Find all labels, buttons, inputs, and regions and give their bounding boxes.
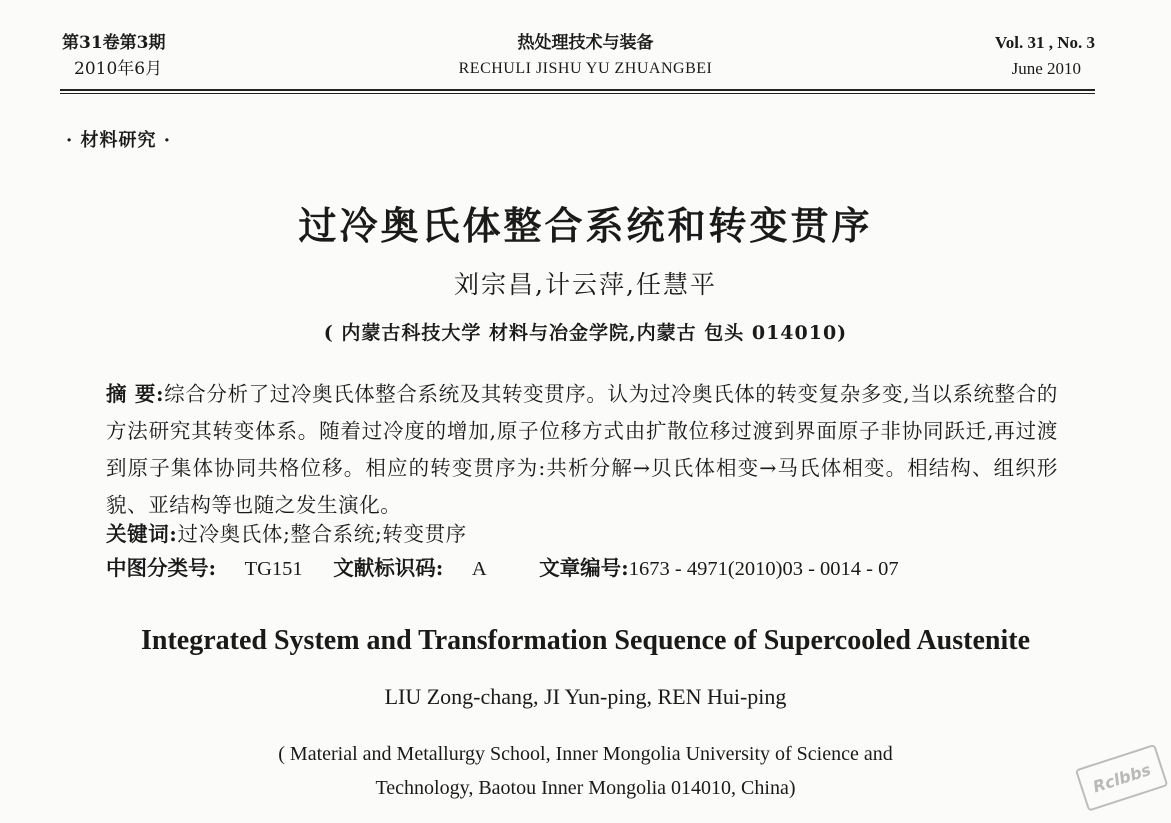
header-rule-thin [60, 93, 1095, 94]
keywords [106, 519, 467, 549]
classification-line [106, 553, 899, 584]
keywords-label: 关键词: [106, 522, 178, 546]
doc-code-label: 文献标识码: [333, 556, 444, 580]
affiliation-en-line2: Technology, Baotou Inner Mongolia 014010, China) [375, 777, 796, 799]
affiliation-cn: ( 内蒙古科技大学 材料与冶金学院,内蒙古 包头 014010) [323, 322, 848, 344]
watermark-text: Rclbbs [1075, 744, 1168, 812]
journal-name-pinyin: RECHULI JISHU YU ZHUANGBEI [458, 60, 713, 77]
paper-title-en: Integrated System and Transformation Sequence of Supercooled Austenite [141, 625, 1030, 656]
clc-label: 中图分类号: [106, 556, 217, 580]
abstract [106, 376, 1058, 524]
journal-header [0, 0, 1171, 95]
header-rule [60, 89, 1095, 91]
authors-cn: 刘宗昌,计云萍,任慧平 [454, 270, 717, 299]
section-label: · 材料研究 · [66, 130, 172, 151]
clc-value: TG151 [244, 558, 303, 580]
abstract-label: 摘 要: [106, 382, 165, 406]
doc-code-value: A [471, 558, 487, 580]
authors-en: LIU Zong-chang, JI Yun-ping, REN Hui-ping [384, 684, 787, 709]
issue-number: 第31卷第3期 [62, 33, 166, 53]
issue-date-cn: 2010年6月 [74, 59, 163, 79]
issue-date-en: June 2010 [1011, 59, 1081, 78]
affiliation-en [0, 737, 1171, 805]
article-number-value: 1673 - 4971(2010)03 - 0014 - 07 [628, 558, 899, 580]
keywords-text: 过冷奥氏体;整合系统;转变贯序 [177, 522, 467, 546]
volume-number: Vol. 31 , No. 3 [995, 33, 1095, 52]
abstract-text: 综合分析了过冷奥氏体整合系统及其转变贯序。认为过冷奥氏体的转变复杂多变,当以系统整合的方法研究其转变体系。随着过冷度的增加,原子位移方式由扩散位移过渡到界面原子非协同跃迁,再过渡到原子集体协同共格位移。相应的转变贯序为:共析分解→贝氏体相变→马氏体相变。相结构、组织形貌、亚结构等也随之发生演化。 [106, 382, 1058, 517]
paper-title-cn: 过冷奥氏体整合系统和转变贯序 [298, 203, 873, 248]
header-right [995, 30, 1095, 82]
affiliation-en-line1: ( Material and Metallurgy School, Inner Mongolia University of Science and [278, 743, 893, 765]
article-number-label: 文章编号: [539, 556, 629, 580]
journal-name-cn: 热处理技术与装备 [517, 33, 654, 53]
